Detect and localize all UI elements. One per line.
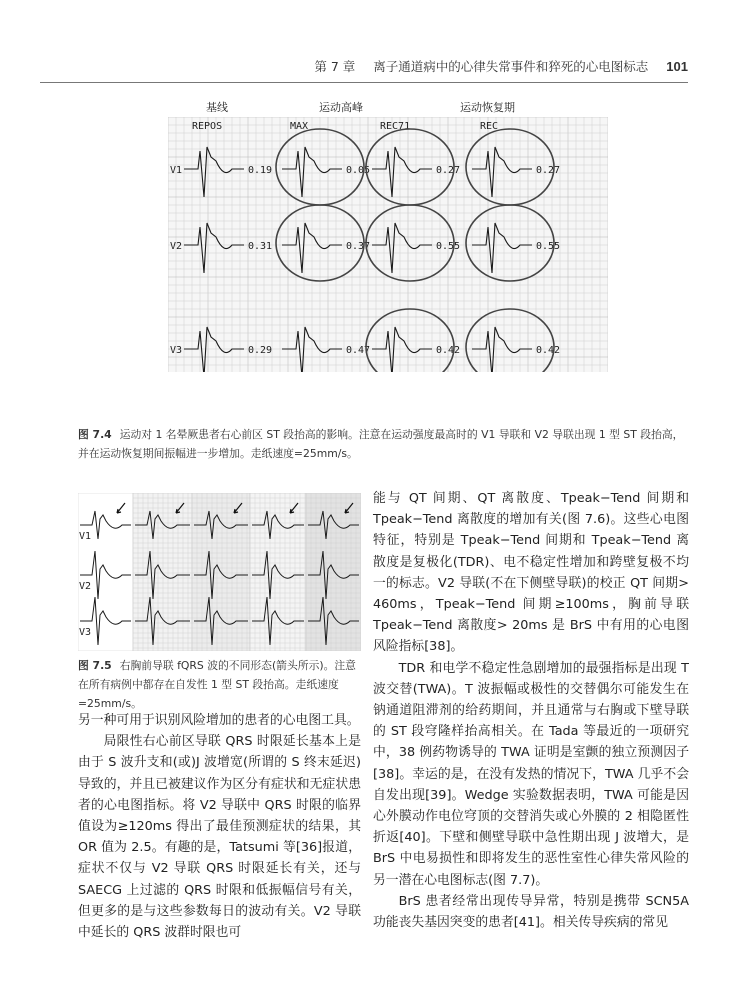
caption-label: 图 7.5 <box>78 659 112 672</box>
st-value: 0.47 <box>346 345 371 356</box>
figure-7-5-caption <box>78 656 361 713</box>
caption-text: 右胸前导联 fQRS 波的不同形态(箭头所示)。注意在所有病例中都存在自发性 1 型 ST 段抬高。走纸速度=25mm/s。 <box>78 659 356 710</box>
lead-label: V3 <box>170 345 183 356</box>
figure-7-4 <box>168 99 730 421</box>
paragraph: 能与 QT 间期、QT 离散度、Tpeak−Tend 间期和 Tpeak−Tend 离散度的增加有关(图 7.6)。这些心电图特征，特别是 Tpeak−Tend 间期和 Tpeak−Tend 离散度是复极化(TDR)、电不稳定性增加和跨壁复极不均一的标志。V2 导联(不在下侧壁导联)的校正 QT 间期> 460ms，Tpeak−Tend 间期≥100ms，胸前导联 Tpeak−Tend 离散度> 20ms 是 BrS 中有用的心电图风险指标[38]。 <box>373 491 689 655</box>
paragraph: 局限性右心前区导联 QRS 时限延长基本上是由于 S 波升支和(或)J 波增宽(所谓的 S 终末延迟)导致的，并且已被建议作为区分有症状和无症状患者的心电图指标。将 V2 导联中 QRS 时限的临界值设为≥120ms 得出了最佳预测症状的结果，其 OR 值为 2.5。有趣的是，Tatsumi 等[36]报道，症状不仅与 V2 导联 QRS 时限延长有关，还与 SAECG 上过滤的 QRS 时限和低振幅信号有关，但更多的是与这些参数每日的波动有关。V2 导联中延长的 QRS 波群时限也可 <box>78 734 361 941</box>
panel-label: REPOS <box>192 121 223 132</box>
column-title-peak: 运动高峰 <box>319 101 363 114</box>
st-value: 0.42 <box>536 345 561 356</box>
st-value: 0.37 <box>346 241 371 252</box>
st-value: 0.55 <box>436 241 461 252</box>
st-value: 0.05 <box>346 165 371 176</box>
paragraph: TDR 和电学不稳定性急剧增加的最强指标是出现 T 波交替(TWA)。T 波振幅或极性的交替偶尔可能发生在钠通道阻滞剂的给药期间，并且通常与右胸或下壁导联的 ST 段穹隆样抬高相关。在 Tada 等最近的一项研究中，38 例药物诱导的 TWA 证明是室颤的独立预测因子[38]。幸运的是，在没有发热的情况下，TWA 几乎不会自发出现[39]。Wedge 实验数据表明，TWA 可能是因心外膜动作电位穹顶的交替消失或心外膜的 2 相隐匿性折返[40]。下壁和侧壁导联中急性期出现 J 波增大，是 BrS 中电易损性和即将发生的恶性室性心律失常风险的另一潜在心电图标志(图 7.7)。 <box>373 660 689 888</box>
chapter-title: 离子通道病中的心律失常事件和猝死的心电图标志 <box>373 59 649 74</box>
caption-label: 图 7.4 <box>78 428 112 441</box>
ecg-panel <box>306 493 361 651</box>
caption-text: 运动对 1 名晕厥患者右心前区 ST 段抬高的影响。注意在运动强度最高时的 V1 导联和 V2 导联出现 1 型 ST 段抬高，并在运动恢复期间振幅进一步增加。走纸速度=25mm/s。 <box>78 428 684 460</box>
paragraph: BrS 患者经常出现传导异常，特别是携带 SCN5A 功能丧失基因突变的患者[41]。相关传导疾病的常见 <box>373 893 689 931</box>
panel-label: REC71 <box>380 121 411 132</box>
left-column <box>78 710 361 943</box>
ecg-grid-figure <box>168 117 608 372</box>
running-header <box>40 54 688 78</box>
st-value: 0.27 <box>436 165 461 176</box>
st-value: 0.29 <box>248 345 273 356</box>
lead-label: V1 <box>170 165 183 176</box>
column-title-recovery: 运动恢复期 <box>460 101 515 114</box>
lead-label: V2 <box>170 241 183 252</box>
lead-label: V2 <box>79 581 92 592</box>
lead-label: V3 <box>79 627 92 638</box>
st-value: 0.55 <box>536 241 561 252</box>
panel-label: REC <box>480 121 499 132</box>
st-value: 0.19 <box>248 165 273 176</box>
st-value: 0.31 <box>248 241 273 252</box>
chapter-label: 第 7 章 <box>314 59 356 74</box>
paragraph: 另一种可用于识别风险增加的患者的心电图工具。 <box>78 713 360 728</box>
page-number: 101 <box>666 58 688 74</box>
ecg-panel <box>250 493 306 651</box>
figure-7-5 <box>78 493 361 651</box>
header-rule <box>40 82 688 83</box>
lead-label: V1 <box>79 531 92 542</box>
right-column <box>373 488 689 933</box>
panel-label: MAX <box>290 121 309 132</box>
fqrs-ecg-panels <box>78 493 361 651</box>
st-value: 0.42 <box>436 345 461 356</box>
figure-7-4-caption <box>78 425 688 463</box>
st-value: 0.27 <box>536 165 561 176</box>
column-title-baseline: 基线 <box>206 101 228 114</box>
